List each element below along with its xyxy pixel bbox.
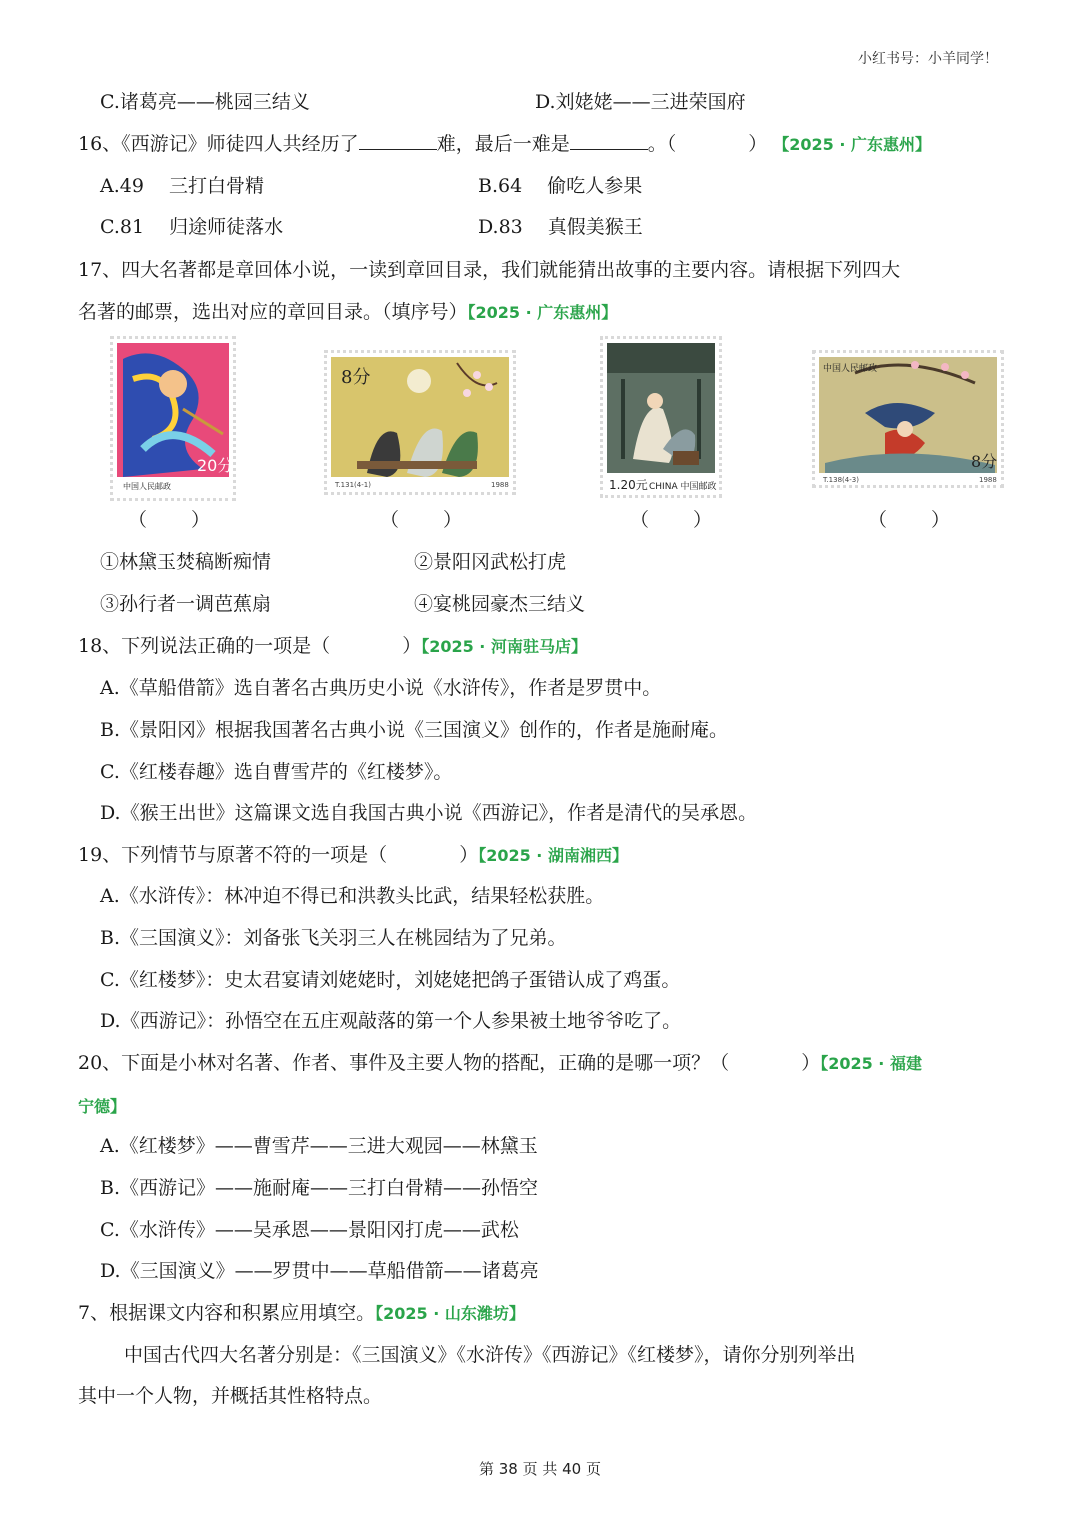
stamp-4-year: 1988 bbox=[979, 476, 997, 484]
q20-option-b: B.《西游记》——施耐庵——三打白骨精——孙悟空 bbox=[100, 1177, 539, 1199]
q18-stem: 18、下列说法正确的一项是（ ）【2025 · 河南驻马店】 bbox=[78, 635, 587, 657]
q7-paragraph-line1: 中国古代四大名著分别是：《三国演义》《水浒传》《西游记》《红楼梦》，请你分别列举出 bbox=[124, 1344, 856, 1366]
q18-option-a: A.《草船借箭》选自著名古典历史小说《水浒传》，作者是罗贯中。 bbox=[100, 677, 662, 699]
q18-option-b: B.《景阳冈》根据我国著名古典小说《三国演义》创作的，作者是施耐庵。 bbox=[100, 719, 729, 741]
stamp-1-country: 中国人民邮政 bbox=[123, 482, 171, 491]
q18-option-d: D.《猴王出世》这篇课文选自我国古典小说《西游记》，作者是清代的吴承恩。 bbox=[100, 802, 758, 824]
stamp-4-value: 8分 bbox=[971, 452, 998, 471]
q16-option-b: B.64 偷吃人参果 bbox=[478, 175, 643, 197]
q19-option-d: D.《西游记》：孙悟空在五庄观敲落的第一个人参果被土地爷爷吃了。 bbox=[100, 1010, 682, 1032]
q7-source-tag: 【2025 · 山东潍坊】 bbox=[375, 1304, 525, 1323]
stamp-1-answer[interactable]: （ ） bbox=[128, 509, 211, 531]
q19-option-a: A.《水浒传》：林冲迫不得已和洪教头比武，结果轻松获胜。 bbox=[100, 885, 605, 907]
stamp-2-code: T.131(4-1) bbox=[335, 481, 371, 489]
q20-stem: 20、下面是小林对名著、作者、事件及主要人物的搭配，正确的是哪一项？（ ）【2025 · 福建 bbox=[78, 1052, 922, 1074]
stamp-peach-garden bbox=[324, 350, 516, 495]
q16-source-tag: 【2025 · 广东惠州】 bbox=[773, 135, 932, 154]
q16-stem-part4: ） bbox=[748, 133, 768, 155]
stamp-2-value: 8分 bbox=[341, 367, 371, 388]
stamp-4-country: 中国人民邮政 bbox=[823, 364, 878, 374]
q20-source-tag: 【2025 · 福建 bbox=[820, 1054, 922, 1073]
q17-option-3: ③孙行者一调芭蕉扇 bbox=[100, 593, 272, 615]
q19-option-b: B.《三国演义》：刘备张飞关羽三人在桃园结为了兄弟。 bbox=[100, 927, 567, 949]
q17-stem-line1: 17、四大名著都是章回体小说，一读到章回目录，我们就能猜出故事的主要内容。请根据下列四大 bbox=[78, 259, 901, 281]
stamp-3-value: 1.20元 bbox=[609, 478, 648, 492]
stamp-4-code: T.138(4-3) bbox=[823, 476, 859, 484]
q7-stem: 7、根据课文内容和积累应用填空。【2025 · 山东潍坊】 bbox=[78, 1302, 525, 1324]
stamp-1-value: 20分 bbox=[197, 456, 233, 475]
q19-source-tag: 【2025 · 湖南湘西】 bbox=[478, 846, 628, 865]
q7-paragraph-line2: 其中一个人物，并概括其性格特点。 bbox=[78, 1385, 383, 1407]
stamp-lin-daiyu bbox=[600, 336, 722, 498]
q17-option-4: ④宴桃园豪杰三结义 bbox=[414, 593, 586, 615]
q16-option-c: C.81 归途师徒落水 bbox=[100, 216, 284, 238]
q16-stem-part1: 16、《西游记》师徒四人共经历了 bbox=[78, 133, 359, 155]
q16-blank-2[interactable] bbox=[570, 131, 648, 150]
stamp-3-answer[interactable]: （ ） bbox=[630, 509, 713, 531]
q16-option-d: D.83 真假美猴王 bbox=[478, 216, 643, 238]
stamp-4-answer[interactable]: （ ） bbox=[868, 509, 951, 531]
q17-option-1: ①林黛玉焚稿断痴情 bbox=[100, 551, 272, 573]
q16-option-a: A.49 三打白骨精 bbox=[100, 175, 264, 197]
q19-option-c: C.《红楼梦》：史太君宴请刘姥姥时，刘姥姥把鸽子蛋错认成了鸡蛋。 bbox=[100, 969, 681, 991]
q18-option-c: C.《红楼春趣》选自曹雪芹的《红楼梦》。 bbox=[100, 761, 453, 783]
q15-option-c: C.诸葛亮——桃园三结义 bbox=[100, 91, 310, 113]
q20-option-c: C.《水浒传》——吴承恩——景阳冈打虎——武松 bbox=[100, 1219, 519, 1241]
q16-blank-1[interactable] bbox=[359, 131, 437, 150]
stamp-3-country: CHINA 中国邮政 bbox=[649, 482, 717, 492]
page-number: 第 38 页 共 40 页 bbox=[478, 1460, 601, 1478]
q19-stem: 19、下列情节与原著不符的一项是（ ）【2025 · 湖南湘西】 bbox=[78, 844, 628, 866]
q16-stem-part3: 。（ bbox=[647, 133, 677, 155]
stamp-2-answer[interactable]: （ ） bbox=[380, 509, 463, 531]
q18-source-tag: 【2025 · 河南驻马店】 bbox=[421, 637, 587, 656]
q17-option-2: ②景阳冈武松打虎 bbox=[414, 551, 567, 573]
q16-stem bbox=[78, 130, 931, 159]
q15-option-d: D.刘姥姥——三进荣国府 bbox=[535, 91, 746, 113]
q16-stem-part2: 难，最后一难是 bbox=[436, 133, 570, 155]
q20-option-a: A.《红楼梦》——曹雪芹——三进大观园——林黛玉 bbox=[100, 1135, 538, 1157]
stamp-2-year: 1988 bbox=[491, 481, 509, 489]
watermark: 小红书号：小羊同学！ bbox=[858, 51, 998, 67]
q17-stem-text: 名著的邮票，选出对应的章回目录。（填序号） bbox=[78, 301, 468, 323]
q17-stem-line2 bbox=[78, 298, 617, 327]
q20-option-d: D.《三国演义》——罗贯中——草船借箭——诸葛亮 bbox=[100, 1260, 539, 1282]
stamp-wu-song bbox=[812, 350, 1004, 488]
stamp-monkey-king bbox=[110, 336, 236, 501]
q17-source-tag: 【2025 · 广东惠州】 bbox=[467, 303, 618, 322]
q20-source-tag-cont: 宁德】 bbox=[78, 1097, 127, 1116]
